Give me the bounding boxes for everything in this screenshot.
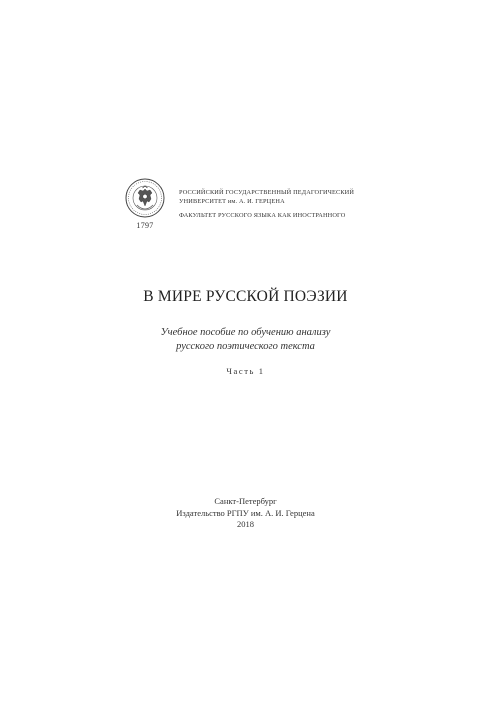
book-subtitle-line-1: Учебное пособие по обучению анализу	[160, 327, 331, 338]
book-part: Часть 1	[226, 366, 265, 376]
book-title: В МИРЕ РУССКОЙ ПОЭЗИИ	[143, 288, 348, 305]
institution-name-line-1: РОССИЙСКИЙ ГОСУДАРСТВЕННЫЙ ПЕДАГОГИЧЕСКИЙ	[179, 189, 355, 196]
faculty-name: ФАКУЛЬТЕТ РУССКОГО ЯЗЫКА КАК ИНОСТРАННОГО	[179, 212, 346, 219]
book-subtitle	[0, 326, 491, 353]
imprint-city: Санкт-Петербург	[214, 496, 277, 506]
imprint	[0, 496, 491, 531]
imprint-publisher: Издательство РГПУ им. А. И. Герцена	[176, 507, 315, 518]
book-subtitle-line-2: русского поэтического текста	[176, 340, 315, 352]
institution-name	[179, 188, 389, 220]
university-emblem-icon	[121, 177, 169, 225]
imprint-year: 2018	[237, 519, 254, 529]
founded-year: 1797	[136, 221, 154, 230]
institution-name-line-2: УНИВЕРСИТЕТ им. А. И. ГЕРЦЕНА	[179, 198, 285, 205]
institution-header	[121, 177, 381, 237]
